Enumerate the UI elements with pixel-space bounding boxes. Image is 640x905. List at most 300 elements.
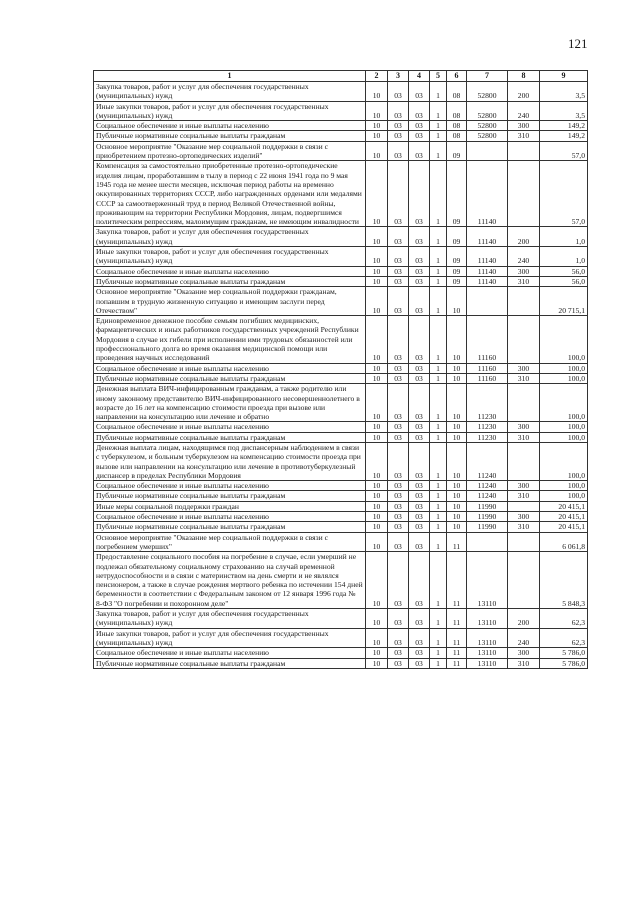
row-name-cell: Публичные нормативные социальные выплаты гражданам: [94, 658, 366, 668]
program-cell: 03: [409, 247, 430, 267]
subprogram-cell: 1: [430, 522, 447, 532]
subprogram-cell: 1: [430, 648, 447, 658]
activity-cell: 10: [447, 363, 467, 373]
subsection-cell: 03: [388, 384, 409, 422]
table-row: [94, 287, 588, 316]
subsection-cell: 03: [388, 82, 409, 102]
section-cell: 10: [366, 432, 388, 442]
section-cell: 10: [366, 141, 388, 161]
amount-cell: 5 786,0: [540, 658, 588, 668]
subsection-cell: 03: [388, 161, 409, 227]
program-cell: 03: [409, 141, 430, 161]
row-name-cell: Социальное обеспечение и иные выплаты населению: [94, 266, 366, 276]
row-name-cell: Социальное обеспечение и иные выплаты населению: [94, 121, 366, 131]
section-cell: 10: [366, 363, 388, 373]
activity-cell: 11: [447, 532, 467, 552]
direction-cell: [467, 141, 508, 161]
subsection-cell: 03: [388, 481, 409, 491]
subsection-cell: 03: [388, 609, 409, 629]
amount-cell: 3,5: [540, 82, 588, 102]
table-row: [94, 442, 588, 480]
program-cell: 03: [409, 384, 430, 422]
table-row: [94, 227, 588, 247]
amount-cell: 5 786,0: [540, 648, 588, 658]
subprogram-cell: 1: [430, 609, 447, 629]
direction-cell: 11140: [467, 266, 508, 276]
program-cell: 03: [409, 432, 430, 442]
subprogram-cell: 1: [430, 82, 447, 102]
section-cell: 10: [366, 373, 388, 383]
subprogram-cell: 1: [430, 552, 447, 609]
table-row: [94, 384, 588, 422]
amount-cell: 5 848,3: [540, 552, 588, 609]
table-row: [94, 628, 588, 648]
expense-type-cell: 300: [508, 422, 540, 432]
header-cell: 3: [388, 71, 409, 82]
activity-cell: 10: [447, 512, 467, 522]
expense-type-cell: 310: [508, 432, 540, 442]
direction-cell: 11160: [467, 316, 508, 363]
amount-cell: 1,0: [540, 247, 588, 267]
header-cell: 1: [94, 71, 366, 82]
activity-cell: 10: [447, 491, 467, 501]
expense-type-cell: 300: [508, 648, 540, 658]
row-name-cell: Публичные нормативные социальные выплаты гражданам: [94, 522, 366, 532]
section-cell: 10: [366, 121, 388, 131]
subprogram-cell: 1: [430, 161, 447, 227]
program-cell: 03: [409, 287, 430, 316]
subprogram-cell: 1: [430, 501, 447, 511]
direction-cell: 13110: [467, 658, 508, 668]
direction-cell: 11140: [467, 227, 508, 247]
direction-cell: 11990: [467, 501, 508, 511]
program-cell: 03: [409, 648, 430, 658]
expense-type-cell: [508, 287, 540, 316]
amount-cell: 57,0: [540, 161, 588, 227]
program-cell: 03: [409, 131, 430, 141]
expense-type-cell: [508, 316, 540, 363]
program-cell: 03: [409, 316, 430, 363]
direction-cell: 13110: [467, 552, 508, 609]
subsection-cell: 03: [388, 141, 409, 161]
section-cell: 10: [366, 384, 388, 422]
direction-cell: 13110: [467, 609, 508, 629]
program-cell: 03: [409, 266, 430, 276]
program-cell: 03: [409, 501, 430, 511]
section-cell: 10: [366, 658, 388, 668]
subprogram-cell: 1: [430, 384, 447, 422]
header-cell: 5: [430, 71, 447, 82]
amount-cell: 100,0: [540, 442, 588, 480]
row-name-cell: Иные закупки товаров, работ и услуг для обеспечения государственных (муниципальных) нужд: [94, 247, 366, 267]
header-cell: 7: [467, 71, 508, 82]
subsection-cell: 03: [388, 552, 409, 609]
subsection-cell: 03: [388, 373, 409, 383]
expense-type-cell: 300: [508, 121, 540, 131]
program-cell: 03: [409, 552, 430, 609]
program-cell: 03: [409, 658, 430, 668]
subsection-cell: 03: [388, 287, 409, 316]
amount-cell: 100,0: [540, 316, 588, 363]
expense-type-cell: [508, 161, 540, 227]
activity-cell: 11: [447, 648, 467, 658]
activity-cell: 11: [447, 609, 467, 629]
row-name-cell: Предоставление социального пособия на погребение в случае, если умерший не подлежал обязательному социальному страхованию на случай временной нетрудоспособности и в связи с материнством на день смерти и не являлся пенсионером, а также в случае рождения мертвого ребенка по истечении 154 дней беременности в соответствии с Федеральным законом от 12 января 1996 года № 8-ФЗ "О погребении и похоронном деле": [94, 552, 366, 609]
activity-cell: 09: [447, 276, 467, 286]
subsection-cell: 03: [388, 532, 409, 552]
expense-type-cell: 240: [508, 628, 540, 648]
subprogram-cell: 1: [430, 442, 447, 480]
section-cell: 10: [366, 501, 388, 511]
amount-cell: 57,0: [540, 141, 588, 161]
subprogram-cell: 1: [430, 316, 447, 363]
table-row: [94, 316, 588, 363]
subsection-cell: 03: [388, 491, 409, 501]
row-name-cell: Единовременное денежное пособие семьям погибших медицинских, фармацевтических и иных работников государственных учреждений Республики Мордовия в случае их гибели при исполнении ими трудовых обязанностей или профессионального долга во время оказания медицинской помощи или проведения научных исследований: [94, 316, 366, 363]
activity-cell: 10: [447, 522, 467, 532]
program-cell: 03: [409, 276, 430, 286]
row-name-cell: Публичные нормативные социальные выплаты гражданам: [94, 432, 366, 442]
section-cell: 10: [366, 276, 388, 286]
section-cell: 10: [366, 481, 388, 491]
direction-cell: 11140: [467, 161, 508, 227]
subprogram-cell: 1: [430, 512, 447, 522]
expense-type-cell: [508, 501, 540, 511]
program-cell: 03: [409, 481, 430, 491]
section-cell: 10: [366, 491, 388, 501]
program-cell: 03: [409, 161, 430, 227]
amount-cell: 100,0: [540, 432, 588, 442]
activity-cell: 10: [447, 432, 467, 442]
subsection-cell: 03: [388, 422, 409, 432]
subprogram-cell: 1: [430, 276, 447, 286]
expense-type-cell: 300: [508, 363, 540, 373]
expense-type-cell: 200: [508, 82, 540, 102]
table-row: [94, 658, 588, 668]
program-cell: 03: [409, 512, 430, 522]
section-cell: 10: [366, 247, 388, 267]
amount-cell: 100,0: [540, 373, 588, 383]
direction-cell: 52800: [467, 131, 508, 141]
table-row: [94, 432, 588, 442]
subsection-cell: 03: [388, 648, 409, 658]
activity-cell: 10: [447, 373, 467, 383]
amount-cell: 62,3: [540, 609, 588, 629]
row-name-cell: Закупка товаров, работ и услуг для обеспечения государственных (муниципальных) нужд: [94, 609, 366, 629]
table-row: [94, 609, 588, 629]
table-row: [94, 532, 588, 552]
amount-cell: 1,0: [540, 227, 588, 247]
subsection-cell: 03: [388, 501, 409, 511]
subprogram-cell: 1: [430, 131, 447, 141]
subsection-cell: 03: [388, 316, 409, 363]
table-row: [94, 247, 588, 267]
section-cell: 10: [366, 628, 388, 648]
direction-cell: 11990: [467, 522, 508, 532]
row-name-cell: Публичные нормативные социальные выплаты гражданам: [94, 491, 366, 501]
amount-cell: 3,5: [540, 101, 588, 121]
section-cell: 10: [366, 442, 388, 480]
activity-cell: 10: [447, 501, 467, 511]
activity-cell: 08: [447, 101, 467, 121]
subprogram-cell: 1: [430, 532, 447, 552]
row-name-cell: Закупка товаров, работ и услуг для обеспечения государственных (муниципальных) нужд: [94, 227, 366, 247]
expense-type-cell: 310: [508, 373, 540, 383]
expense-type-cell: [508, 552, 540, 609]
activity-cell: 10: [447, 384, 467, 422]
section-cell: 10: [366, 512, 388, 522]
subprogram-cell: 1: [430, 481, 447, 491]
subprogram-cell: 1: [430, 363, 447, 373]
row-name-cell: Закупка товаров, работ и услуг для обеспечения государственных (муниципальных) нужд: [94, 82, 366, 102]
direction-cell: 11990: [467, 512, 508, 522]
section-cell: 10: [366, 648, 388, 658]
subprogram-cell: 1: [430, 121, 447, 131]
section-cell: 10: [366, 266, 388, 276]
activity-cell: 09: [447, 141, 467, 161]
program-cell: 03: [409, 422, 430, 432]
amount-cell: 20 715,1: [540, 287, 588, 316]
direction-cell: 11160: [467, 373, 508, 383]
program-cell: 03: [409, 522, 430, 532]
header-cell: 2: [366, 71, 388, 82]
row-name-cell: Основное мероприятие "Оказание мер социальной поддержки в связи с приобретением протезно-ортопедических изделий": [94, 141, 366, 161]
section-cell: 10: [366, 287, 388, 316]
amount-cell: 20 415,1: [540, 501, 588, 511]
row-name-cell: Социальное обеспечение и иные выплаты населению: [94, 648, 366, 658]
activity-cell: 10: [447, 422, 467, 432]
section-cell: 10: [366, 82, 388, 102]
section-cell: 10: [366, 316, 388, 363]
activity-cell: 08: [447, 82, 467, 102]
subprogram-cell: 1: [430, 266, 447, 276]
subprogram-cell: 1: [430, 101, 447, 121]
table-row: [94, 501, 588, 511]
direction-cell: 13110: [467, 628, 508, 648]
direction-cell: 13110: [467, 648, 508, 658]
activity-cell: 11: [447, 628, 467, 648]
subsection-cell: 03: [388, 121, 409, 131]
subprogram-cell: 1: [430, 141, 447, 161]
row-name-cell: Публичные нормативные социальные выплаты гражданам: [94, 373, 366, 383]
program-cell: 03: [409, 227, 430, 247]
subsection-cell: 03: [388, 512, 409, 522]
program-cell: 03: [409, 628, 430, 648]
table-row: [94, 422, 588, 432]
subsection-cell: 03: [388, 432, 409, 442]
subprogram-cell: 1: [430, 287, 447, 316]
subsection-cell: 03: [388, 628, 409, 648]
expense-type-cell: 300: [508, 512, 540, 522]
activity-cell: 09: [447, 161, 467, 227]
row-name-cell: Социальное обеспечение и иные выплаты населению: [94, 481, 366, 491]
expense-type-cell: [508, 384, 540, 422]
row-name-cell: Иные закупки товаров, работ и услуг для обеспечения государственных (муниципальных) нужд: [94, 628, 366, 648]
subprogram-cell: 1: [430, 373, 447, 383]
subsection-cell: 03: [388, 101, 409, 121]
section-cell: 10: [366, 131, 388, 141]
table-row: [94, 266, 588, 276]
row-name-cell: Основное мероприятие "Оказание мер социальной поддержки гражданам, попавшим в трудную жизненную ситуацию и имеющим заслуги перед Отечеством": [94, 287, 366, 316]
row-name-cell: Компенсация за самостоятельно приобретенные протезно-ортопедические изделия лицам, проработавшим в тылу в период с 22 июня 1941 года по 9 мая 1945 года не менее шести месяцев, исключая период работы на временно оккупированных территориях СССР, либо награжденных орденами или медалями СССР за самоотверженный труд в период Великой Отечественной войны, проживающим на территории Республики Мордовия, лицам, подвергшимся политическим репрессиям, малоимущим гражданам, не имеющим инвалидности: [94, 161, 366, 227]
subsection-cell: 03: [388, 266, 409, 276]
subsection-cell: 03: [388, 131, 409, 141]
amount-cell: 149,2: [540, 131, 588, 141]
table-row: [94, 648, 588, 658]
direction-cell: 52800: [467, 82, 508, 102]
direction-cell: 11140: [467, 247, 508, 267]
row-name-cell: Иные меры социальной поддержки граждан: [94, 501, 366, 511]
program-cell: 03: [409, 442, 430, 480]
expense-type-cell: 310: [508, 491, 540, 501]
section-cell: 10: [366, 532, 388, 552]
row-name-cell: Публичные нормативные социальные выплаты гражданам: [94, 276, 366, 286]
table-row: [94, 161, 588, 227]
direction-cell: 52800: [467, 121, 508, 131]
expense-type-cell: 310: [508, 658, 540, 668]
direction-cell: [467, 287, 508, 316]
activity-cell: 09: [447, 266, 467, 276]
table-row: [94, 491, 588, 501]
program-cell: 03: [409, 491, 430, 501]
table-row: [94, 141, 588, 161]
activity-cell: 10: [447, 481, 467, 491]
program-cell: 03: [409, 609, 430, 629]
section-cell: 10: [366, 101, 388, 121]
direction-cell: 11240: [467, 491, 508, 501]
budget-table: [93, 70, 588, 669]
activity-cell: 08: [447, 121, 467, 131]
direction-cell: [467, 532, 508, 552]
direction-cell: 11160: [467, 363, 508, 373]
subsection-cell: 03: [388, 363, 409, 373]
program-cell: 03: [409, 363, 430, 373]
subprogram-cell: 1: [430, 628, 447, 648]
row-name-cell: Денежная выплата лицам, находящимся под диспансерным наблюдением в связи с туберкулезом, и больным туберкулезом на компенсацию стоимости проезда при вызове или направлении на консультацию или лечение в противотуберкулезный диспансер в пределах Республики Мордовия: [94, 442, 366, 480]
activity-cell: 11: [447, 552, 467, 609]
expense-type-cell: 310: [508, 522, 540, 532]
direction-cell: 11230: [467, 432, 508, 442]
program-cell: 03: [409, 101, 430, 121]
expense-type-cell: 200: [508, 227, 540, 247]
section-cell: 10: [366, 227, 388, 247]
subprogram-cell: 1: [430, 422, 447, 432]
table-row: [94, 121, 588, 131]
subsection-cell: 03: [388, 276, 409, 286]
header-cell: 9: [540, 71, 588, 82]
direction-cell: 11230: [467, 384, 508, 422]
direction-cell: 52800: [467, 101, 508, 121]
page-number: 121: [568, 36, 588, 51]
expense-type-cell: 240: [508, 101, 540, 121]
program-cell: 03: [409, 121, 430, 131]
subsection-cell: 03: [388, 442, 409, 480]
table-row: [94, 481, 588, 491]
amount-cell: 20 415,1: [540, 522, 588, 532]
subprogram-cell: 1: [430, 658, 447, 668]
activity-cell: 10: [447, 316, 467, 363]
expense-type-cell: [508, 532, 540, 552]
expense-type-cell: 240: [508, 247, 540, 267]
direction-cell: 11230: [467, 422, 508, 432]
expense-type-cell: 310: [508, 131, 540, 141]
section-cell: 10: [366, 609, 388, 629]
table-row: [94, 552, 588, 609]
amount-cell: 62,3: [540, 628, 588, 648]
section-cell: 10: [366, 522, 388, 532]
row-name-cell: Социальное обеспечение и иные выплаты населению: [94, 422, 366, 432]
program-cell: 03: [409, 373, 430, 383]
amount-cell: 56,0: [540, 266, 588, 276]
amount-cell: 100,0: [540, 481, 588, 491]
amount-cell: 100,0: [540, 422, 588, 432]
activity-cell: 09: [447, 227, 467, 247]
amount-cell: 100,0: [540, 363, 588, 373]
activity-cell: 10: [447, 287, 467, 316]
amount-cell: 100,0: [540, 384, 588, 422]
row-name-cell: Денежная выплата ВИЧ-инфицированным гражданам, а также родителю или иному законному представителю ВИЧ-инфицированного несовершеннолетнего в возрасте до 16 лет на компенсацию стоимости проезда при вызове или направлении на консультацию или лечение и обратно: [94, 384, 366, 422]
direction-cell: 11240: [467, 442, 508, 480]
expense-type-cell: [508, 442, 540, 480]
direction-cell: 11140: [467, 276, 508, 286]
table-row: [94, 522, 588, 532]
expense-type-cell: [508, 141, 540, 161]
activity-cell: 10: [447, 442, 467, 480]
section-cell: 10: [366, 552, 388, 609]
header-cell: 6: [447, 71, 467, 82]
table-row: [94, 363, 588, 373]
row-name-cell: Иные закупки товаров, работ и услуг для обеспечения государственных (муниципальных) нужд: [94, 101, 366, 121]
table-row: [94, 101, 588, 121]
header-cell: 4: [409, 71, 430, 82]
subprogram-cell: 1: [430, 227, 447, 247]
table-row: [94, 82, 588, 102]
header-row: [94, 71, 588, 82]
activity-cell: 11: [447, 658, 467, 668]
subprogram-cell: 1: [430, 491, 447, 501]
amount-cell: 100,0: [540, 491, 588, 501]
section-cell: 10: [366, 161, 388, 227]
row-name-cell: Социальное обеспечение и иные выплаты населению: [94, 363, 366, 373]
table-row: [94, 512, 588, 522]
table-row: [94, 276, 588, 286]
section-cell: 10: [366, 422, 388, 432]
subsection-cell: 03: [388, 227, 409, 247]
subsection-cell: 03: [388, 247, 409, 267]
header-cell: 8: [508, 71, 540, 82]
amount-cell: 6 061,8: [540, 532, 588, 552]
table-row: [94, 131, 588, 141]
expense-type-cell: 300: [508, 266, 540, 276]
expense-type-cell: 200: [508, 609, 540, 629]
expense-type-cell: 310: [508, 276, 540, 286]
amount-cell: 149,2: [540, 121, 588, 131]
program-cell: 03: [409, 82, 430, 102]
row-name-cell: Основное мероприятие "Оказание мер социальной поддержки в связи с погребением умерших": [94, 532, 366, 552]
row-name-cell: Социальное обеспечение и иные выплаты населению: [94, 512, 366, 522]
activity-cell: 08: [447, 131, 467, 141]
amount-cell: 56,0: [540, 276, 588, 286]
table-row: [94, 373, 588, 383]
expense-type-cell: 300: [508, 481, 540, 491]
subprogram-cell: 1: [430, 247, 447, 267]
subsection-cell: 03: [388, 522, 409, 532]
activity-cell: 09: [447, 247, 467, 267]
row-name-cell: Публичные нормативные социальные выплаты гражданам: [94, 131, 366, 141]
subprogram-cell: 1: [430, 432, 447, 442]
table-body: [94, 82, 588, 669]
amount-cell: 20 415,1: [540, 512, 588, 522]
